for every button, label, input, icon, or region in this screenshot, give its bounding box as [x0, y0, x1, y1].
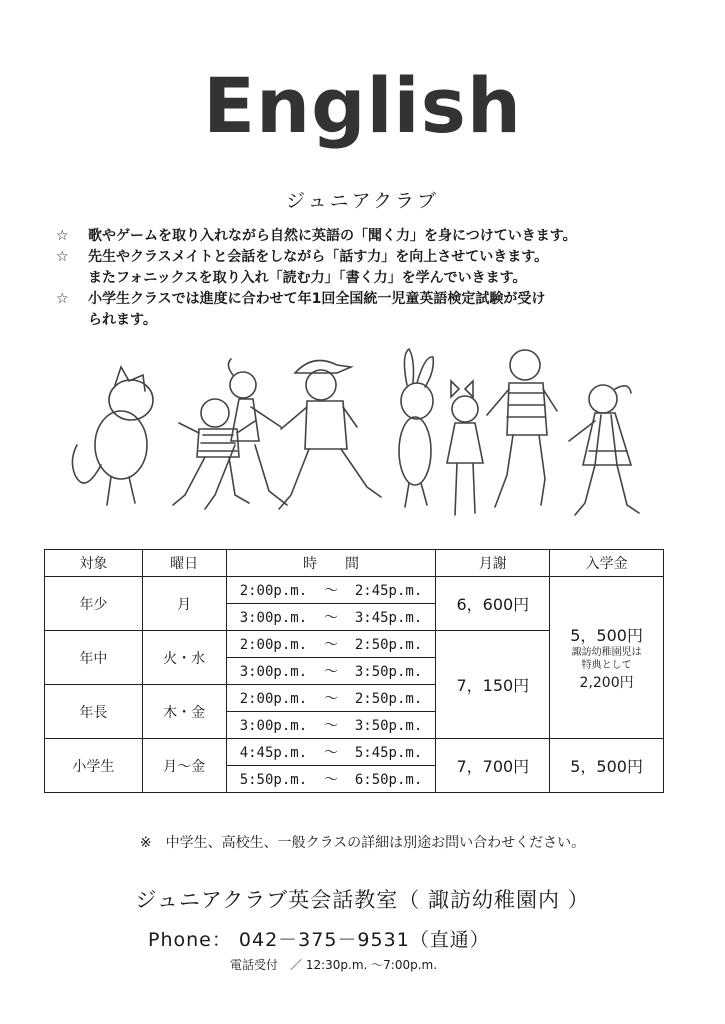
star-icon: ☆ — [56, 228, 69, 244]
cat-figure — [72, 367, 153, 505]
bow-girl-figure — [447, 381, 483, 515]
header-fee: 月謝 — [436, 550, 550, 577]
cell-day: 月 — [142, 577, 226, 631]
cap-boy-figure — [279, 361, 381, 510]
rabbit-figure — [399, 349, 433, 507]
feature-text: 小学生クラスでは進度に合わせて年1回全国統一児童英語検定試験が受け — [88, 291, 546, 307]
footnote: ※ 中学生、高校生、一般クラスの詳細は別途お問い合わせください。 — [139, 835, 586, 851]
page-title: English — [203, 61, 522, 150]
cell-target: 小学生 — [45, 739, 143, 793]
feature-list — [56, 226, 666, 331]
star-icon: ☆ — [56, 291, 69, 307]
cell-target: 年中 — [45, 631, 143, 685]
children-animals-illustration — [55, 345, 655, 535]
feature-item-speaking — [56, 247, 666, 268]
table-row — [45, 577, 664, 604]
header-time: 時 間 — [226, 550, 436, 577]
admission-amount: 5，500円 — [570, 626, 643, 645]
header-target: 対象 — [45, 550, 143, 577]
cell-target: 年長 — [45, 685, 143, 739]
cell-day: 月～金 — [142, 739, 226, 793]
feature-item-exam — [56, 289, 666, 310]
cell-admission — [550, 577, 664, 739]
feature-text: 先生やクラスメイトと会話をしながら「話す力」を向上させていきます。 — [88, 249, 549, 265]
schedule-table — [44, 549, 664, 793]
feature-item-listening — [56, 226, 666, 247]
table-row — [45, 739, 664, 766]
feature-text: 歌やゲームを取り入れながら自然に英語の「聞く力」を身につけていきます。 — [88, 228, 577, 244]
feature-text-continued: またフォニックスを取り入れ「読む力」「書く力」を学んでいきます。 — [88, 270, 527, 286]
striped-boy-figure — [487, 350, 557, 507]
cell-time: 2:00p.m. ～ 2:45p.m. — [226, 577, 436, 604]
ponytail-girl-figure — [205, 359, 287, 509]
phone-number: Phone： 042－375－9531（直通） — [148, 929, 490, 951]
table-header-row — [45, 550, 664, 577]
admission-note: 特典として — [581, 660, 632, 671]
star-icon: ☆ — [56, 249, 69, 265]
header-admission: 入学金 — [550, 550, 664, 577]
cell-time: 2:00p.m. ～ 2:50p.m. — [226, 685, 436, 712]
cell-fee: 6，600円 — [436, 577, 550, 631]
cell-time: 5:50p.m. ～ 6:50p.m. — [226, 766, 436, 793]
cell-time: 4:45p.m. ～ 5:45p.m. — [226, 739, 436, 766]
cell-day: 木・金 — [142, 685, 226, 739]
admission-note: 諏訪幼稚園児は — [571, 647, 642, 658]
cell-time: 2:00p.m. ～ 2:50p.m. — [226, 631, 436, 658]
cell-admission: 5，500円 — [550, 739, 664, 793]
school-name: ジュニアクラブ英会話教室（ 諏訪幼稚園内 ） — [135, 888, 590, 912]
striped-child-figure — [173, 399, 255, 505]
header-day: 曜日 — [142, 550, 226, 577]
cell-time: 3:00p.m. ～ 3:50p.m. — [226, 712, 436, 739]
cell-fee: 7，150円 — [436, 631, 550, 739]
cell-time: 3:00p.m. ～ 3:50p.m. — [226, 658, 436, 685]
cell-day: 火・水 — [142, 631, 226, 685]
checked-skirt-girl-figure — [569, 385, 639, 515]
cell-time: 3:00p.m. ～ 3:45p.m. — [226, 604, 436, 631]
phone-hours: 電話受付 ／ 12:30p.m. ～7:00p.m. — [230, 958, 438, 972]
cell-target: 年少 — [45, 577, 143, 631]
page-subtitle: ジュニアクラブ — [285, 190, 440, 212]
cell-fee: 7，700円 — [436, 739, 550, 793]
admission-special-amount: 2,200円 — [579, 675, 634, 691]
feature-text-continued: られます。 — [88, 312, 157, 328]
